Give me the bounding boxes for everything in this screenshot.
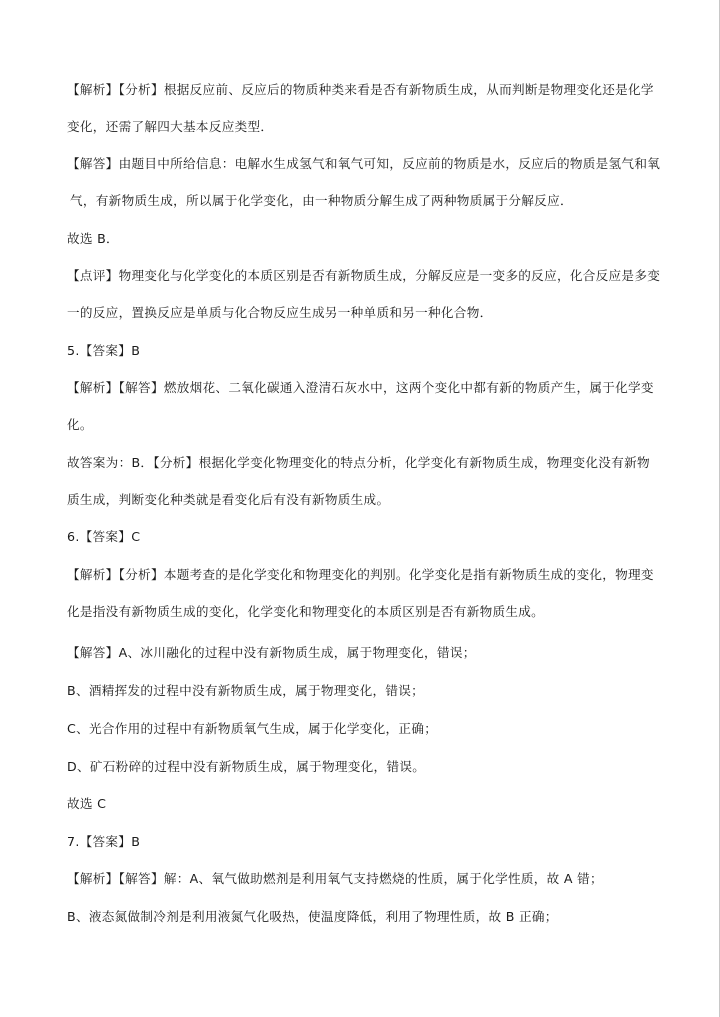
text-line: 一的反应，置换反应是单质与化合物反应生成另一种单质和另一种化合物． (67, 305, 493, 320)
text-line: 变化，还需了解四大基本反应类型． (67, 119, 274, 134)
text-line: 化。 (67, 417, 93, 432)
text-line: 质生成，判断变化种类就是看变化后有没有新物质生成。 (67, 492, 390, 507)
text-line: 【解析】【分析】根据反应前、反应后的物质种类来看是否有新物质生成，从而判断是物理变化还是化学 (67, 82, 654, 97)
text-line: 【解析】【解答】解：A、氧气做助燃剂是利用氧气支持燃烧的性质，属于化学性质，故 A 错； (67, 871, 603, 886)
text-line: 【点评】物理变化与化学变化的本质区别是否有新物质生成，分解反应是一变多的反应，化合反应是多变 (67, 268, 661, 283)
text-line: 故选 C (67, 796, 107, 811)
text-line: 【解答】A、冰川融化的过程中没有新物质生成，属于物理变化，错误； (67, 645, 476, 660)
text-line: 故选 B． (67, 231, 119, 246)
text-line: 故答案为：B．【分析】根据化学变化物理变化的特点分析，化学变化有新物质生成，物理变化没有新物 (67, 455, 650, 470)
text-line: 【解析】【分析】本题考查的是化学变化和物理变化的判别。化学变化是指有新物质生成的变化，物理变 (67, 567, 654, 582)
text-line: 6.【答案】C (67, 529, 141, 544)
text-line: 【解析】【解答】燃放烟花、二氧化碳通入澄清石灰水中，这两个变化中都有新的物质产生，属于化学变 (67, 380, 654, 395)
text-line: 化是指没有新物质生成的变化，化学变化和物理变化的本质区别是否有新物质生成。 (67, 604, 545, 619)
text-line: C、光合作用的过程中有新物质氧气生成，属于化学变化，正确； (67, 721, 438, 736)
text-line: D、矿石粉碎的过程中没有新物质生成，属于物理变化，错误。 (67, 759, 426, 774)
text-line: 【解答】由题目中所给信息：电解水生成氢气和氧气可知，反应前的物质是水，反应后的物质是氢气和氧 (67, 156, 661, 171)
text-line: B、液态氮做制冷剂是利用液氮气化吸热，使温度降低，利用了物理性质，故 B 正确； (67, 909, 558, 924)
text-line: 5.【答案】B (67, 343, 141, 358)
text-line: 7.【答案】B (67, 834, 141, 849)
text-line: 气，有新物质生成，所以属于化学变化，由一种物质分解生成了两种物质属于分解反应． (70, 193, 573, 208)
text-line: B、酒精挥发的过程中没有新物质生成，属于物理变化，错误； (67, 683, 425, 698)
